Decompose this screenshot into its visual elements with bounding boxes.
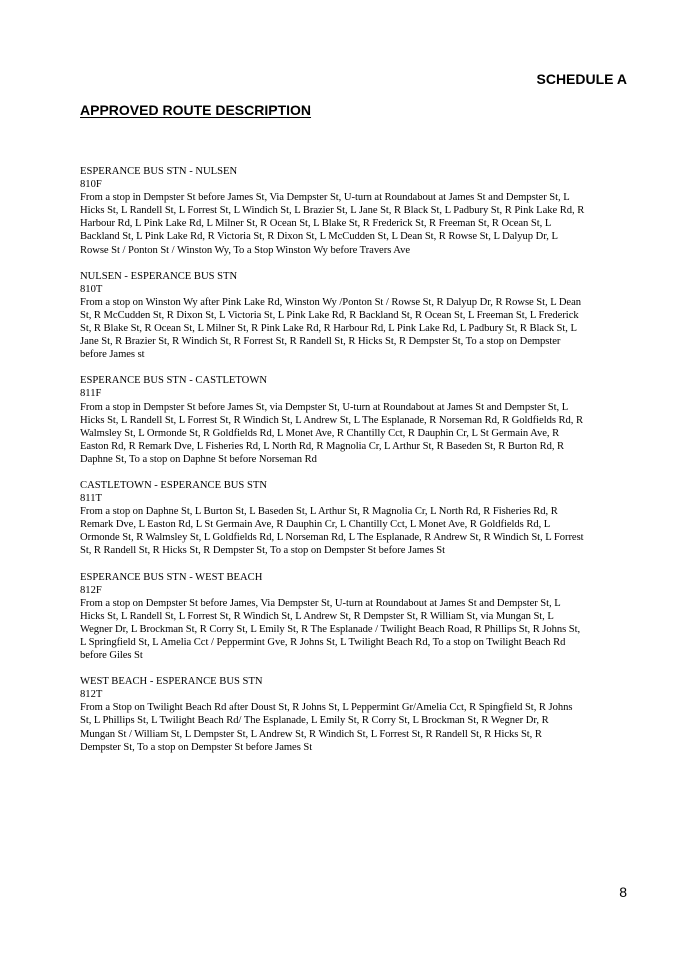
route-code: 811T — [80, 493, 102, 505]
route-block — [80, 675, 585, 754]
route-block — [80, 571, 585, 663]
route-description: From a stop in Dempster St before James St, Via Dempster St, U-turn at Roundabout at James St and Dempster St, L Hicks St, L Randell St, L Forrest St, L Windich St, L Brazier St, L Jane St, R Black St, L Padbury St, R Pink Lake Rd, R Harbour Rd, L Pink Lake Rd, L Milner St, R Ocean St, L Blake St, R Frederick St, R Freeman St, R Ocean St, L Backland St, L Pink Lake Rd, R Victoria St, R Dixon St, L McCudden St, L Dean St, R Rowse St, L Dalyup Dr, L Rowse St / Ponton St / Winston Wy, To a Stop Winston Wy before Travers Ave — [80, 192, 585, 256]
route-description: From a stop on Winston Wy after Pink Lake Rd, Winston Wy /Ponton St / Rowse St, R Dalyup Dr, R Rowse St, L Dean St, R McCudden St, R Dixon St, L Victoria St, L Pink Lake Rd, R Backland St, R Ocean St, L Freeman St, L Frederick St, R Blake St, R Ocean St, L Milner St, R Pink Lake Rd, R Harbour Rd, L Pink Lake Rd, L Padbury St, R Black St, L Jane St, R Brazier St, R Windich St, R Forrest St, R Randell St, R Hicks St, R Dempster St, To a stop on Dempster before James st — [80, 296, 581, 361]
route-list — [80, 165, 585, 767]
route-description: From a Stop on Twilight Beach Rd after Doust St, R Johns St, L Peppermint Gr/Amelia Cct, R Spingfield St, R Johns St, L Phillips St, L Twilight Beach Rd/ The Esplanade, L Emily St, R Corry St, L Brockman St, R Wegner Dr, R Mungan St / William St, L Dempster St, L Andrew St, R Windich St, L Forrest St, R Randell St, R Hicks St, R Dempster St, To a stop on Dempster St before James St — [80, 702, 573, 753]
route-block — [80, 374, 585, 466]
page-number: 8 — [619, 884, 627, 900]
route-name: ESPERANCE BUS STN - CASTLETOWN — [80, 375, 267, 387]
route-block — [80, 165, 585, 257]
route-name: ESPERANCE BUS STN - NULSEN — [80, 166, 238, 177]
route-block — [80, 270, 585, 362]
route-code: 811F — [80, 388, 102, 400]
route-name: CASTLETOWN - ESPERANCE BUS STN — [80, 479, 267, 491]
route-code: 810F — [80, 179, 102, 191]
document-title: APPROVED ROUTE DESCRIPTION — [80, 102, 312, 118]
route-name: ESPERANCE BUS STN - WEST BEACH — [80, 571, 263, 583]
route-code: 810T — [80, 283, 103, 295]
route-block — [80, 479, 585, 558]
route-name: NULSEN - ESPERANCE BUS STN — [80, 270, 238, 282]
route-name: WEST BEACH - ESPERANCE BUS STN — [80, 676, 263, 688]
route-description: From a stop on Daphne St, L Burton St, L Baseden St, L Arthur St, R Magnolia Cr, L North Rd, R Fisheries Rd, R Remark Dve, L Easton Rd, L St Germain Ave, R Dauphin Cr, L Chantilly Cct, L Monet Ave, R Goldfields Rd, L Ormonde St, R Walmsley St, L Goldfields Rd, L Norseman Rd, L The Esplanade, R Andrew St, R Windich St, L Forrest St, R Randell St, R Hicks St, R Dempster St, To a stop on Dempster St before James St — [80, 506, 584, 557]
schedule-label: SCHEDULE A — [536, 71, 627, 87]
route-description: From a stop on Dempster St before James, Via Dempster St, U-turn at Roundabout at James St and Dempster St, L Hicks St, L Randell St, L Forrest St, R Windich St, L Andrew St, R Dempster St, R William St, via Mungan St, L Wegner Dr, L Brockman St, R Corry St, L Emily St, R The Esplanade / Twilight Beach Road, R Phillips St, R Johns St, L Springfield St, L Amelia Cct / Peppermint Gve, R Johns St, L Twilight Beach Rd, To a stop on Twilight Beach Rd before Giles St — [80, 597, 581, 662]
route-code: 812F — [80, 584, 102, 596]
route-description: From a stop in Dempster St before James St, via Dempster St, U-turn at Roundabout at James St and Dempster St, L Hicks St, L Randell St, L Forrest St, R Windich St, L Andrew St, L The Esplanade, R Norseman Rd, R Goldfields Rd, R Walmsley St, L Ormonde St, R Goldfields Rd, L Monet Ave, R Chantilly Cct, R Dauphin Cr, L St Germain Ave, R Easton Rd, R Remark Dve, L Fisheries Rd, L North Rd, R Magnolia Cr, L Arthur St, R Baseden St, R Burton Rd, R Daphne St, To a stop on Daphne St before Norseman Rd — [80, 401, 583, 465]
route-code: 812T — [80, 689, 103, 701]
